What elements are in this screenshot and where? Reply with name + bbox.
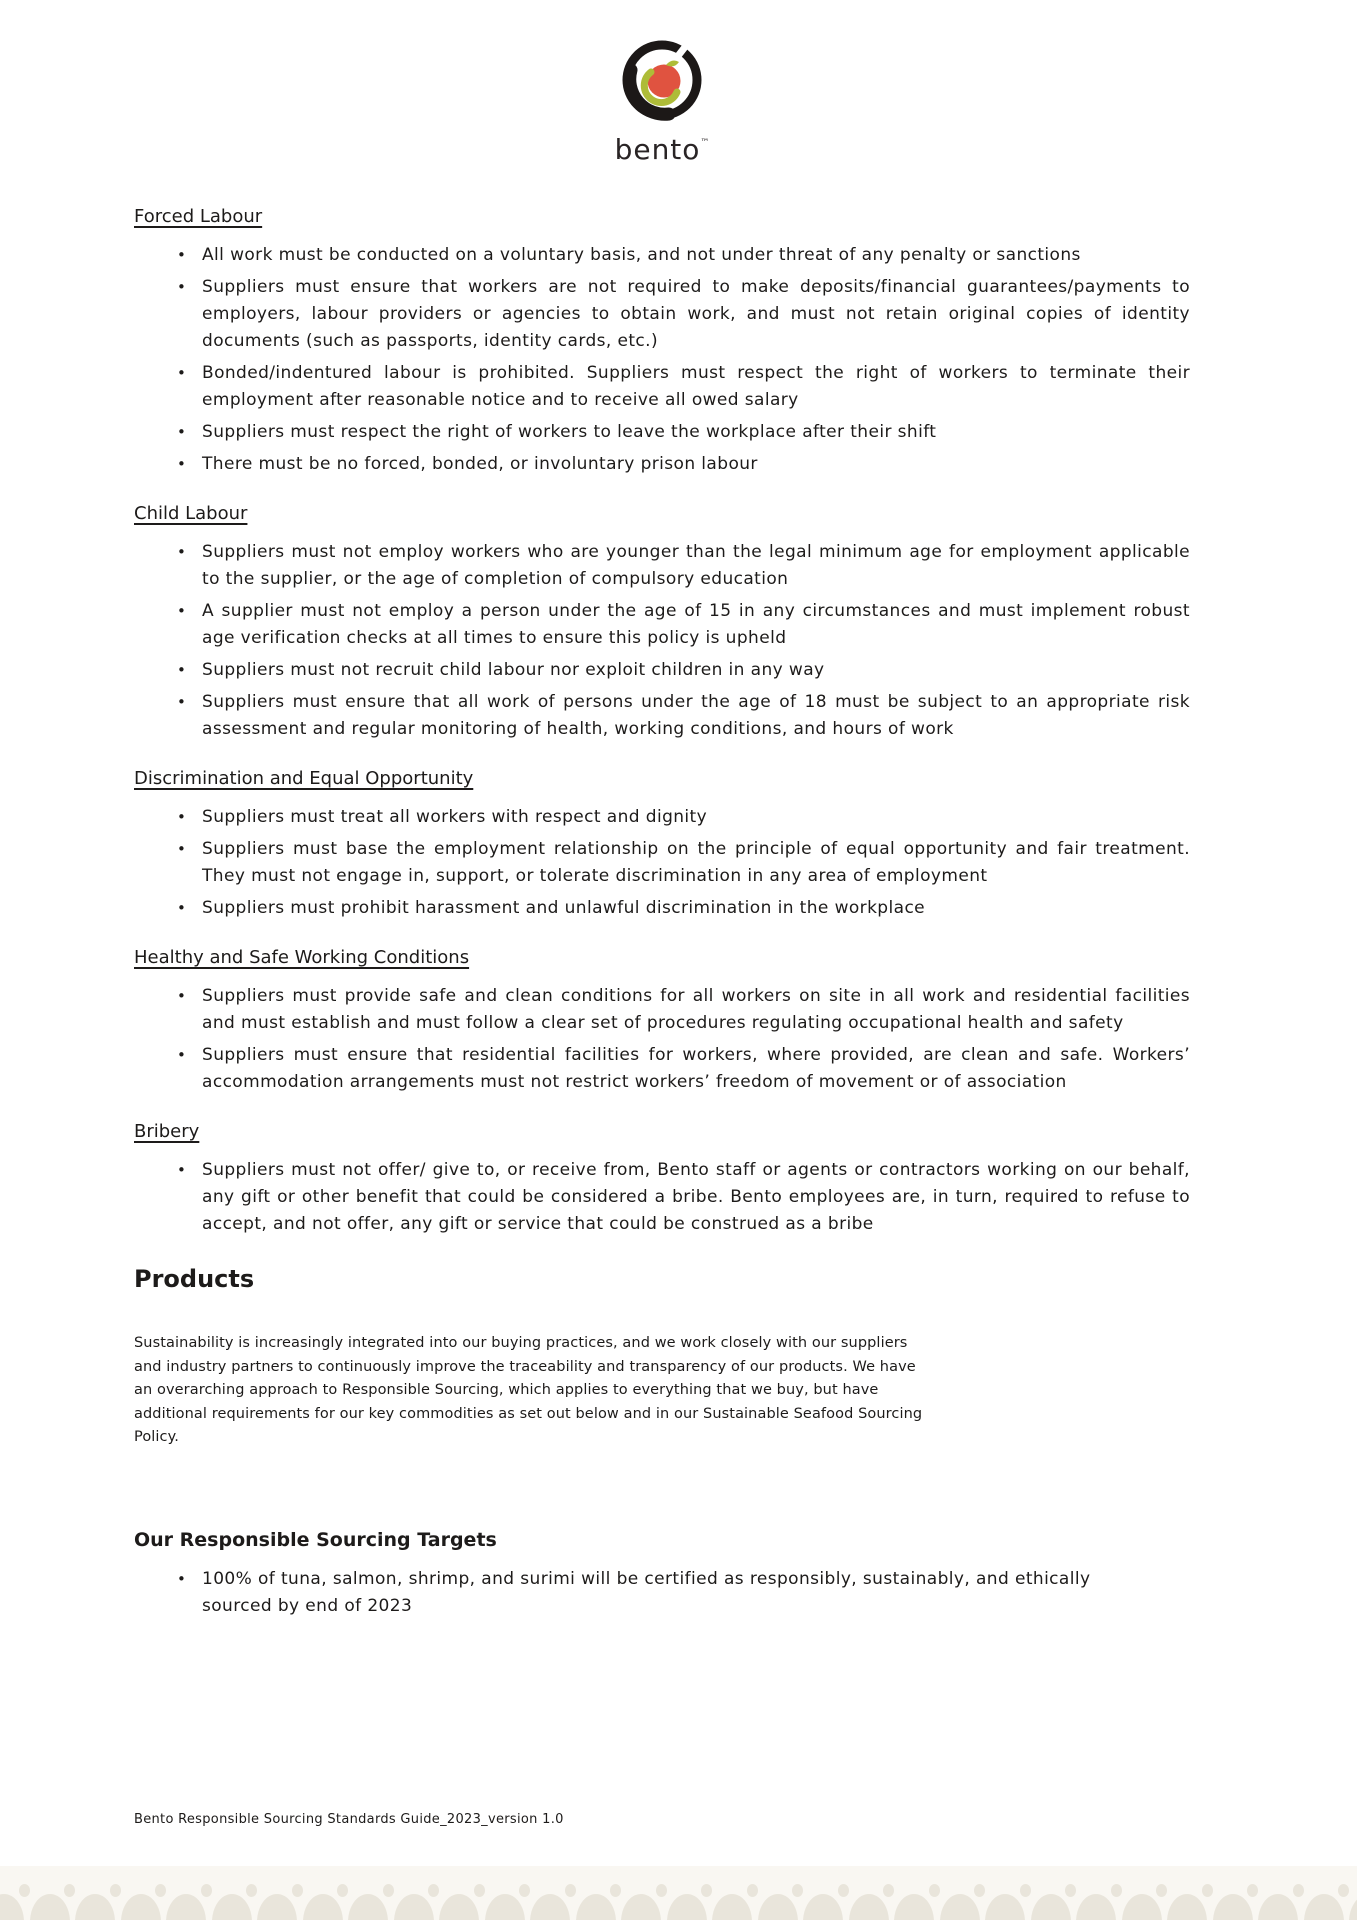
products-paragraph: Sustainability is increasingly integrated into our buying practices, and we work closely with our suppliers and industry partners to continuously improve the traceability and transparency of our products. We have an overarching approach to Responsible Sourcing, which applies to everything that we buy, but have additional requirements for our key commodities as set out below and in our Sustainable Seafood Sourcing Policy. [134,1335,923,1445]
scallop-dot [474,1884,485,1897]
scallop-shape [394,1894,434,1920]
scallop-shape [1122,1894,1162,1920]
scallop-shape [439,1894,479,1920]
scallop-shape [485,1894,525,1920]
bento-logo [134,34,1190,165]
products-heading: Products [134,1265,255,1293]
scallop-shape [758,1894,798,1920]
bullet-list [134,983,1190,1096]
bullet-item [134,274,1190,355]
bullet-icon: • [177,364,186,382]
bento-logo-icon [610,34,714,128]
bullet-icon: • [177,661,186,679]
scallop-dot [747,1884,758,1897]
scallop-dot [1247,1884,1258,1897]
bullet-icon: • [177,602,186,620]
scallop-dot [883,1884,894,1897]
bullet-icon: • [177,1569,186,1588]
scallop-dot [792,1884,803,1897]
bullet-text: Suppliers must ensure that residential facilities for workers, where provided, are clean and safe. Workers’ accommodation arrangements must not restrict workers’ freedom of movement or of association [202,1045,1190,1092]
scallop-shape [1258,1894,1298,1920]
scallop-shape [621,1894,661,1920]
bullet-text: 100% of tuna, salmon, shrimp, and surimi will be certified as responsibly, sustainably, and ethically sourced by end of 2023 [202,1568,1091,1616]
bullet-item [134,657,1190,684]
scallop-shape [712,1894,752,1920]
scallop-dot [1111,1884,1122,1897]
bullet-text: Suppliers must not offer/ give to, or receive from, Bento staff or agents or contractors working on our behalf, any gift or other benefit that could be considered a bribe. Bento employees are, in turn, required to refuse to accept, and not offer, any gift or service that could be construed as a bribe [202,1160,1190,1234]
scallop-dot [565,1884,576,1897]
bullet-text: Suppliers must base the employment relationship on the principle of equal opportunity and fair treatment. They must not engage in, support, or tolerate discrimination in any area of employment [202,839,1190,886]
bullet-item [134,895,1190,922]
bullet-list [134,804,1190,922]
scallop-dot [201,1884,212,1897]
scallop-shape [30,1894,70,1920]
bullet-item [134,689,1190,743]
policy-section [134,502,1190,743]
bullet-icon: • [177,1161,186,1179]
scallop-shape [348,1894,388,1920]
bullet-text: Suppliers must prohibit harassment and unlawful discrimination in the workplace [202,898,926,918]
policy-section [134,1120,1190,1238]
scallop-shape [0,1894,24,1920]
scallop-shape [257,1894,297,1920]
section-heading: Child Labour [134,503,248,524]
bullet-item [134,804,1190,831]
scallop-dot [1020,1884,1031,1897]
scallop-shape [985,1894,1025,1920]
decorative-border [0,1866,1357,1920]
bullet-item [134,598,1190,652]
policy-section [134,946,1190,1096]
section-heading: Discrimination and Equal Opportunity [134,768,474,789]
scallop-dot [1156,1884,1167,1897]
bullet-text: A supplier must not employ a person under the age of 15 in any circumstances and must implement robust age verification checks at all times to ensure this policy is upheld [202,601,1190,648]
scallop-dot [337,1884,348,1897]
bullet-icon: • [177,693,186,711]
bullet-icon: • [177,423,186,441]
scallop-shape [530,1894,570,1920]
bullet-text: Suppliers must not employ workers who are younger than the legal minimum age for employment applicable to the supplier, or the age of completion of compulsory education [202,542,1190,589]
scallop-dot [110,1884,121,1897]
scallop-shape [1349,1894,1357,1920]
bullet-text: All work must be conducted on a voluntary basis, and not under threat of any penalty or sanctions [202,245,1081,265]
scallop-dot [1202,1884,1213,1897]
targets-list [134,1566,1190,1620]
scallop-dot [155,1884,166,1897]
scallop-shape [1076,1894,1116,1920]
scallop-dot [610,1884,621,1897]
scallop-shape [894,1894,934,1920]
bullet-icon: • [177,987,186,1005]
scallop-shape [1167,1894,1207,1920]
bullet-item [134,242,1190,269]
bullet-text: Suppliers must provide safe and clean conditions for all workers on site in all work and residential facilities and must establish and must follow a clear set of procedures regulating occupational health and safety [202,986,1190,1033]
scallop-dot [929,1884,940,1897]
scallop-shape [1213,1894,1253,1920]
bullet-icon: • [177,246,186,264]
policy-section [134,767,1190,922]
scallop-dot [64,1884,75,1897]
bullet-text: Bonded/indentured labour is prohibited. Suppliers must respect the right of workers to terminate their employment after reasonable notice and to receive all owed salary [202,363,1190,410]
scallop-shape [849,1894,889,1920]
bullet-icon: • [177,808,186,826]
policy-section [134,205,1190,478]
logo-trademark: ™ [700,138,710,148]
bullet-item [134,360,1190,414]
bullet-item [134,1042,1190,1096]
bullet-item [134,451,1190,478]
logo-wordmark-text: bento [614,133,701,166]
scallop-dot [1065,1884,1076,1897]
scallop-shape [803,1894,843,1920]
document-body [134,205,1190,1620]
scallop-shape [940,1894,980,1920]
bullet-icon: • [177,455,186,473]
bullet-item [134,1566,1190,1620]
bullet-item [134,539,1190,593]
scallop-dot [656,1884,667,1897]
bullet-list [134,539,1190,743]
policy-sections [134,205,1190,1238]
bullet-icon: • [177,840,186,858]
bullet-text: Suppliers must ensure that all work of persons under the age of 18 must be subject to an appropriate risk assessment and regular monitoring of health, working conditions, and hours of work [202,692,1190,739]
bullet-list [134,242,1190,478]
scallop-shape [576,1894,616,1920]
bullet-icon: • [177,899,186,917]
scallop-shape [212,1894,252,1920]
scallop-dot [246,1884,257,1897]
scallop-dot [292,1884,303,1897]
bullet-text: Suppliers must respect the right of workers to leave the workplace after their shift [202,422,937,442]
bullet-text: There must be no forced, bonded, or involuntary prison labour [202,454,758,474]
bullet-item [134,836,1190,890]
scallop-shape [75,1894,115,1920]
section-heading: Forced Labour [134,206,263,227]
bullet-item [134,1157,1190,1238]
scallop-dot [519,1884,530,1897]
bullet-item [134,983,1190,1037]
scallop-shape [667,1894,707,1920]
bullet-icon: • [177,278,186,296]
scallop-shape [303,1894,343,1920]
section-heading: Bribery [134,1121,200,1142]
scallop-dot [19,1884,30,1897]
scallop-dot [838,1884,849,1897]
scallop-shape [121,1894,161,1920]
scallop-shape [1304,1894,1344,1920]
scallop-dot [1338,1884,1349,1897]
targets-heading: Our Responsible Sourcing Targets [134,1528,497,1551]
bullet-icon: • [177,1046,186,1064]
scallop-shape [166,1894,206,1920]
bullet-text: Suppliers must treat all workers with respect and dignity [202,807,708,827]
bullet-text: Suppliers must ensure that workers are not required to make deposits/financial guarantees/payments to employers, labour providers or agencies to obtain work, and must not retain original copies of identity documents (such as passports, identity cards, etc.) [202,277,1190,351]
bullet-item [134,419,1190,446]
scallop-dot [428,1884,439,1897]
section-heading: Healthy and Safe Working Conditions [134,947,470,968]
bullet-text: Suppliers must not recruit child labour nor exploit children in any way [202,660,825,680]
bullet-list [134,1157,1190,1238]
bullet-icon: • [177,543,186,561]
footer-text: Bento Responsible Sourcing Standards Guide_2023_version 1.0 [134,1812,564,1827]
logo-wordmark [134,128,1190,165]
scallop-shape [1031,1894,1071,1920]
scallop-dot [383,1884,394,1897]
scallop-dot [974,1884,985,1897]
scallop-dot [1293,1884,1304,1897]
scallop-dot [701,1884,712,1897]
